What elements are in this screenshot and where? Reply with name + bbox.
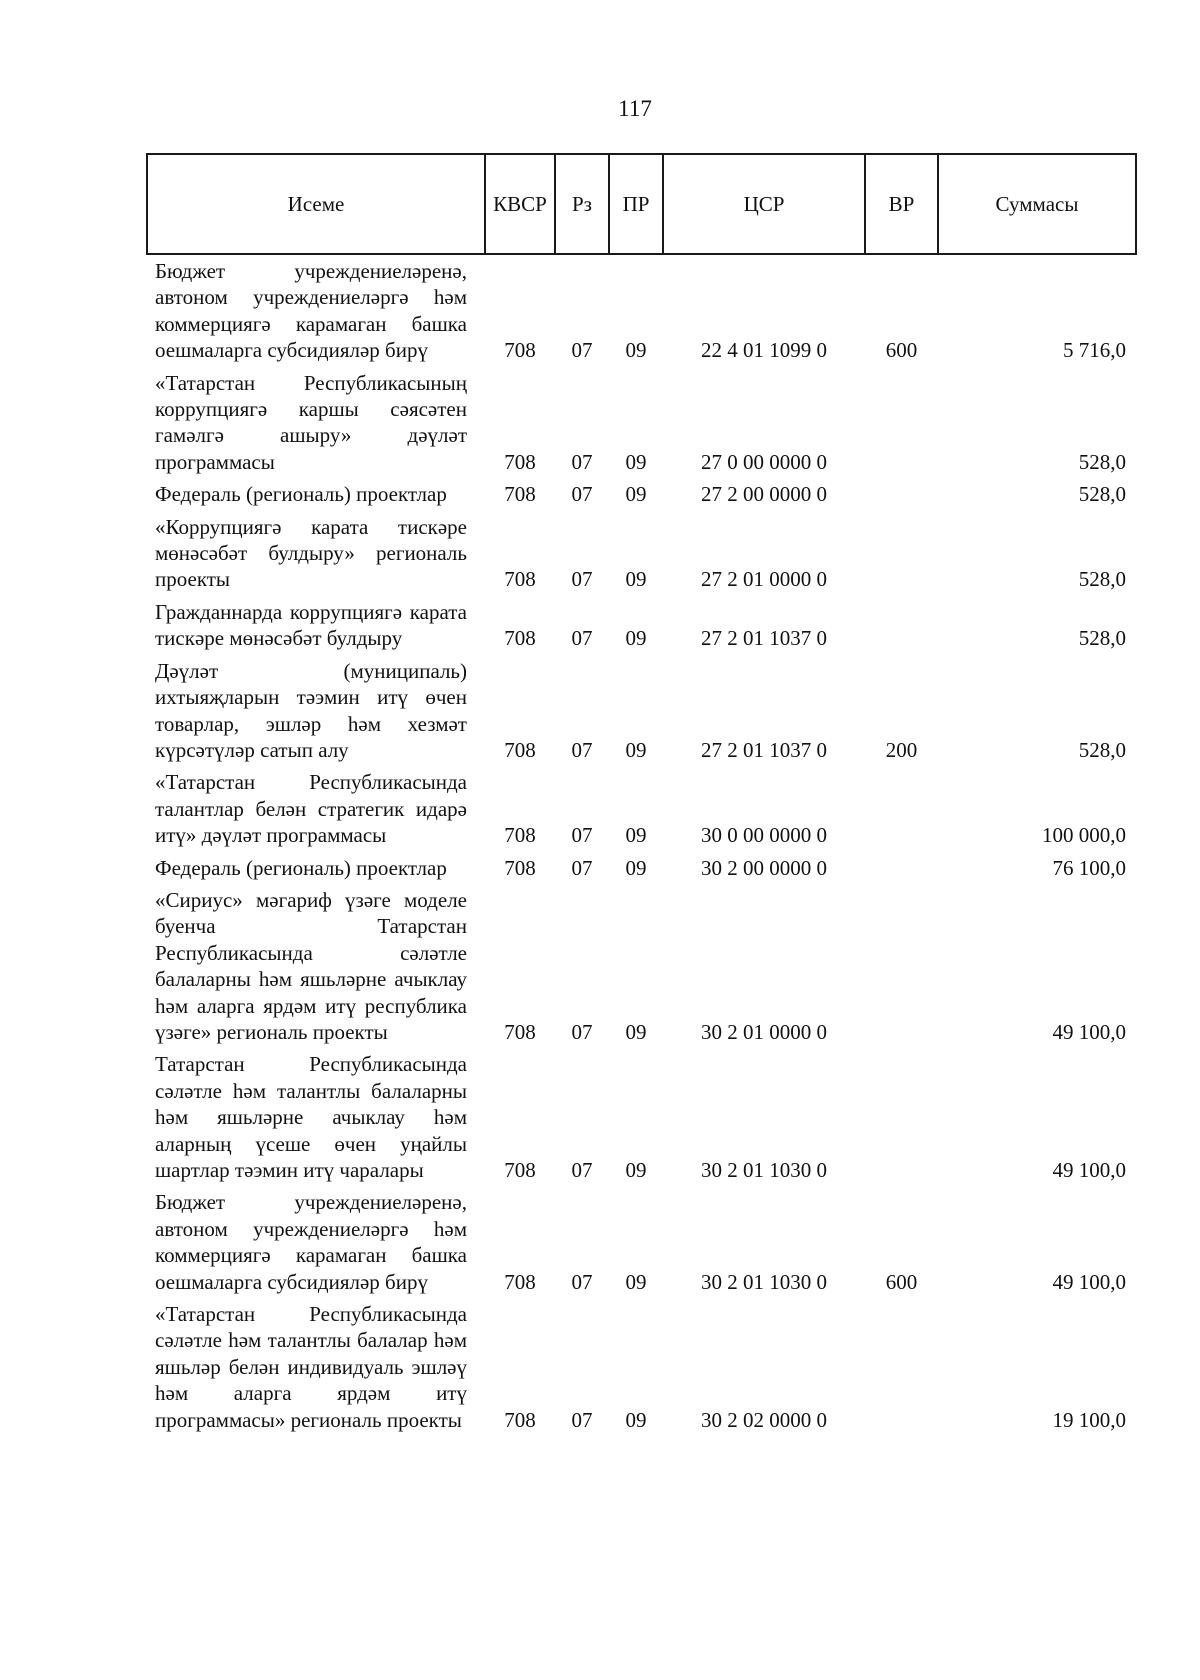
table-row	[147, 511, 1136, 596]
table-row	[147, 478, 1136, 510]
row-kvsr: 708	[504, 567, 536, 592]
row-kvsr: 708	[504, 1407, 536, 1432]
header-rz: Рз	[555, 154, 609, 254]
row-kvsr: 708	[504, 1158, 536, 1182]
row-rz: 07	[571, 1407, 593, 1432]
header-kvsr: КВСР	[485, 154, 555, 254]
row-name: «Коррупциягә карата тискәре мөнәсәбәт булдыру» региональ проекты	[155, 514, 467, 592]
table-row	[147, 1186, 1136, 1298]
row-pr: 09	[625, 823, 647, 848]
row-vr: 200	[885, 737, 918, 762]
row-sum: 49 100,0	[1052, 1158, 1126, 1182]
row-vr	[865, 1048, 938, 1186]
table-row	[147, 766, 1136, 851]
row-csr: 27 2 01 1037 0	[701, 737, 827, 762]
row-rz: 07	[571, 737, 593, 762]
row-rz: 07	[571, 1269, 593, 1294]
row-rz: 07	[571, 1019, 593, 1044]
row-name: Дәүләт (муниципаль) ихтыяҗларын тәэмин итү өчен товарлар, эшләр һәм хезмәт күрсәтүләр сатып алу	[155, 658, 467, 762]
row-sum: 528,0	[1078, 737, 1126, 762]
row-sum: 528,0	[1078, 482, 1126, 507]
row-csr: 30 2 01 1030 0	[701, 1269, 827, 1294]
row-name: Гражданнарда коррупциягә карата тискәре мөнәсәбәт булдыру	[155, 599, 467, 651]
row-kvsr: 708	[504, 737, 536, 762]
row-sum: 5 716,0	[1063, 338, 1126, 363]
row-sum: 49 100,0	[1052, 1019, 1126, 1044]
row-csr: 22 4 01 1099 0	[701, 338, 827, 363]
row-rz: 07	[571, 855, 593, 880]
row-name: «Татарстан Республикасында талантлар белән стратегик идарә итү» дәүләт программасы	[155, 770, 467, 848]
row-pr: 09	[625, 626, 647, 651]
row-pr: 09	[625, 855, 647, 880]
row-pr: 09	[625, 567, 647, 592]
row-vr: 600	[885, 1269, 918, 1294]
row-kvsr: 708	[504, 823, 536, 848]
row-pr: 09	[625, 1158, 647, 1182]
row-pr: 09	[625, 1269, 647, 1294]
header-pr: ПР	[609, 154, 663, 254]
row-sum: 76 100,0	[1052, 855, 1126, 880]
row-pr: 09	[625, 737, 647, 762]
table-row	[147, 655, 1136, 767]
row-csr: 27 2 01 0000 0	[701, 567, 827, 592]
header-csr: ЦСР	[663, 154, 865, 254]
row-pr: 09	[625, 1407, 647, 1432]
row-kvsr: 708	[504, 449, 536, 474]
table-row	[147, 1048, 1136, 1186]
table-row	[147, 254, 1136, 367]
header-name: Исеме	[147, 154, 485, 254]
row-rz: 07	[571, 626, 593, 651]
row-sum: 528,0	[1078, 449, 1126, 474]
row-kvsr: 708	[504, 626, 536, 651]
row-name: «Сириус» мәгариф үзәге моделе буенча Татарстан Республикасында сәләтле балаларны һәм яшьләрне ачыклау һәм аларга ярдәм итү республика үзәге» региональ проекты	[155, 887, 467, 1044]
row-name: «Татарстан Республикасында сәләтле һәм талантлы балалар һәм яшьләр белән индивидуаль эшләү һәм аларга ярдәм итү программасы» региональ проекты	[155, 1302, 467, 1432]
row-sum: 49 100,0	[1052, 1269, 1126, 1294]
row-vr	[865, 1298, 938, 1436]
row-vr	[865, 596, 938, 655]
table-row	[147, 1298, 1136, 1436]
header-vr: ВР	[865, 154, 938, 254]
row-name: Бюджет учреждениеләренә, автоном учреждениеләргә һәм коммерциягә карамаган башка оешмаларга субсидияләр бирү	[155, 259, 467, 363]
row-vr	[865, 884, 938, 1048]
table-body	[147, 254, 1136, 1436]
row-csr: 30 2 01 1030 0	[701, 1158, 827, 1182]
row-name: Бюджет учреждениеләренә, автоном учреждениеләргә һәм коммерциягә карамаган башка оешмаларга субсидияләр бирү	[155, 1190, 467, 1294]
row-name: Федераль (региональ) проектлар	[155, 855, 447, 880]
table-row	[147, 852, 1136, 884]
row-name: «Татарстан Республикасының коррупциягә каршы сәясәтен гамәлгә ашыру» дәүләт программасы	[155, 370, 467, 474]
row-name: Федераль (региональ) проектлар	[155, 482, 447, 507]
row-sum: 528,0	[1078, 567, 1126, 592]
row-kvsr: 708	[504, 855, 536, 880]
row-rz: 07	[571, 482, 593, 507]
row-csr: 27 0 00 0000 0	[701, 449, 827, 474]
row-rz: 07	[571, 823, 593, 848]
row-csr: 30 0 00 0000 0	[701, 823, 827, 848]
table-header	[147, 154, 1136, 254]
row-rz: 07	[571, 1158, 593, 1182]
row-csr: 30 2 00 0000 0	[701, 855, 827, 880]
row-sum: 100 000,0	[1042, 823, 1126, 848]
row-pr: 09	[625, 338, 647, 363]
row-vr	[865, 852, 938, 884]
row-rz: 07	[571, 449, 593, 474]
header-sum: Суммасы	[938, 154, 1136, 254]
row-csr: 30 2 02 0000 0	[701, 1407, 827, 1432]
row-pr: 09	[625, 482, 647, 507]
table-row	[147, 367, 1136, 479]
row-kvsr: 708	[504, 1269, 536, 1294]
row-vr	[865, 766, 938, 851]
row-kvsr: 708	[504, 1019, 536, 1044]
row-vr	[865, 367, 938, 479]
row-kvsr: 708	[504, 338, 536, 363]
row-rz: 07	[571, 567, 593, 592]
row-pr: 09	[625, 449, 647, 474]
row-vr: 600	[885, 338, 918, 363]
row-vr	[865, 511, 938, 596]
row-csr: 27 2 00 0000 0	[701, 482, 827, 507]
row-sum: 528,0	[1078, 626, 1126, 651]
page-number: 117	[618, 96, 652, 121]
table-row	[147, 884, 1136, 1048]
row-rz: 07	[571, 338, 593, 363]
row-csr: 27 2 01 1037 0	[701, 626, 827, 651]
budget-table	[146, 153, 1137, 1436]
table-row	[147, 596, 1136, 655]
row-vr	[865, 478, 938, 510]
row-kvsr: 708	[504, 482, 536, 507]
row-sum: 19 100,0	[1052, 1407, 1126, 1432]
row-name: Татарстан Республикасында сәләтле һәм талантлы балаларны һәм яшьләрне ачыклау һәм аларның үсеше өчен уңайлы шартлар тәэмин итү чаралары	[155, 1052, 467, 1182]
row-pr: 09	[625, 1019, 647, 1044]
row-csr: 30 2 01 0000 0	[701, 1019, 827, 1044]
